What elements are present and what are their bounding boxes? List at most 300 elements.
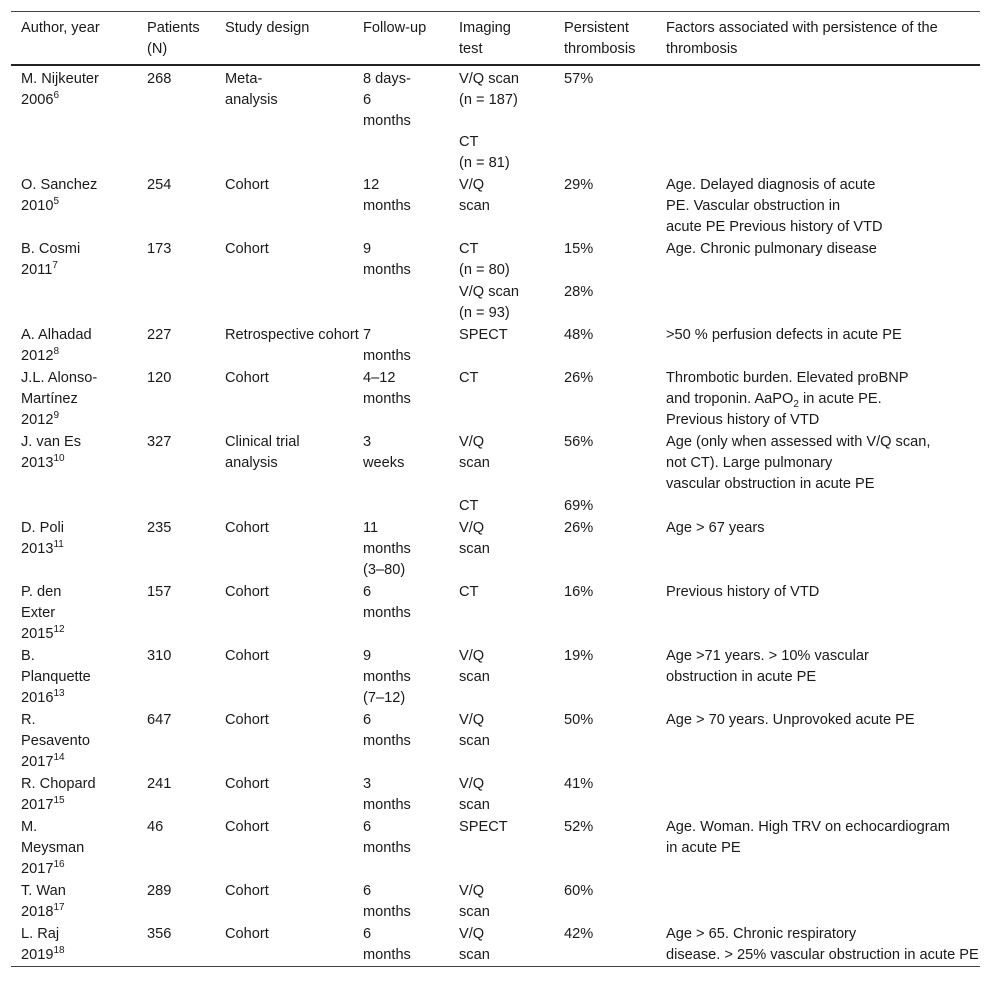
cell-line: Cohort xyxy=(225,177,269,193)
patients-cell xyxy=(137,132,215,174)
cell-line: 15% xyxy=(564,241,594,257)
factors-cell xyxy=(656,496,980,517)
cell-line: scan xyxy=(459,198,490,214)
imaging-test-cell xyxy=(449,432,554,495)
study-design-cell xyxy=(215,881,353,923)
cell-line: Exter xyxy=(21,605,56,621)
cell-line: obstruction in acute PE xyxy=(666,669,817,685)
header-line: Author, year xyxy=(21,20,100,36)
cell-line: not CT). Large pulmonary xyxy=(666,455,833,471)
cell-line: 16% xyxy=(564,584,594,600)
cell-line: R. Chopard xyxy=(21,776,96,792)
cell-line: 19% xyxy=(564,648,594,664)
header-line: thrombosis xyxy=(564,41,636,57)
cell-line: months xyxy=(363,198,411,214)
cell-line: and troponin. AaPO$_2$ in acute PE. xyxy=(666,391,882,410)
imaging-test-cell xyxy=(449,924,554,966)
reference-number: 6 xyxy=(53,90,60,102)
cell-line: analysis xyxy=(225,455,278,471)
cell-line: Cohort xyxy=(225,370,269,386)
cell-line: CT xyxy=(459,370,479,386)
cell-line: M. xyxy=(21,819,38,835)
reference-number: 13 xyxy=(53,688,65,700)
cell-line: 48% xyxy=(564,327,594,343)
study-design-cell xyxy=(215,924,353,966)
table-body xyxy=(11,66,980,966)
persistent-thrombosis-cell xyxy=(554,817,656,880)
factors-cell xyxy=(656,817,980,880)
cell-line: 46 xyxy=(147,819,164,835)
persistent-thrombosis-cell xyxy=(554,774,656,816)
follow-up-cell xyxy=(353,496,449,517)
cell-line: 50% xyxy=(564,712,594,728)
author-year-cell xyxy=(11,175,137,238)
patients-cell xyxy=(137,881,215,923)
cell-line: V/Q xyxy=(459,648,485,664)
persistent-thrombosis-cell xyxy=(554,881,656,923)
imaging-test-cell xyxy=(449,881,554,923)
cell-line: V/Q scan xyxy=(459,71,520,87)
table-row xyxy=(11,880,980,923)
author-year-cell xyxy=(11,325,137,367)
header-author-year xyxy=(11,18,137,64)
patients-cell xyxy=(137,774,215,816)
cell-line: 8 days- xyxy=(363,71,411,87)
cell-line: Thrombotic burden. Elevated proBNP xyxy=(666,370,909,386)
cell-line: 3 xyxy=(363,434,372,450)
cell-line: V/Q xyxy=(459,926,485,942)
cell-line: SPECT xyxy=(459,819,508,835)
cell-line: Previous history of VTD xyxy=(666,584,820,600)
study-design-cell xyxy=(215,518,353,581)
cell-line: 11 xyxy=(363,520,379,536)
cell-line: 52% xyxy=(564,819,594,835)
cell-line: Age. Chronic pulmonary disease xyxy=(666,241,877,257)
cell-line: 7 xyxy=(363,327,372,343)
patients-cell xyxy=(137,582,215,645)
study-design-cell xyxy=(215,582,353,645)
cell-line: Martínez xyxy=(21,391,78,407)
header-patients xyxy=(137,18,215,64)
patients-cell xyxy=(137,282,215,324)
cell-line: Cohort xyxy=(225,776,269,792)
patients-cell xyxy=(137,325,215,367)
cell-line: vascular obstruction in acute PE xyxy=(666,476,875,492)
cell-line: scan xyxy=(459,904,490,920)
follow-up-cell xyxy=(353,817,449,880)
cell-line: 268 xyxy=(147,71,172,87)
cell-line: Cohort xyxy=(225,584,269,600)
cell-line: disease. > 25% vascular obstruction in acute PE xyxy=(666,947,979,963)
study-design-cell xyxy=(215,432,353,495)
cell-line: R. xyxy=(21,712,36,728)
follow-up-cell xyxy=(353,368,449,431)
year-line: 2013$^{10}$ xyxy=(21,453,65,471)
cell-line: Meysman xyxy=(21,840,85,856)
cell-line: T. Wan xyxy=(21,883,66,899)
year-line: 2006$^6$ xyxy=(21,90,60,108)
cell-line: (n = 187) xyxy=(459,92,518,108)
year-line: 2018$^{17}$ xyxy=(21,902,65,920)
factors-cell xyxy=(656,368,980,431)
cell-line: A. Alhadad xyxy=(21,327,92,343)
imaging-test-cell xyxy=(449,175,554,238)
reference-number: 17 xyxy=(53,902,65,914)
factors-cell xyxy=(656,432,980,495)
reference-number: 11 xyxy=(53,539,64,551)
subscript: 2 xyxy=(793,398,799,410)
header-line: Follow-up xyxy=(363,20,427,36)
cell-line: months xyxy=(363,262,411,278)
table-row xyxy=(11,645,980,709)
cell-line: 310 xyxy=(147,648,172,664)
study-design-cell xyxy=(215,132,353,174)
cell-line: Cohort xyxy=(225,712,269,728)
cell-line: 289 xyxy=(147,883,172,899)
cell-line: months xyxy=(363,840,411,856)
factors-cell xyxy=(656,710,980,773)
header-line: thrombosis xyxy=(666,41,738,57)
cell-line: P. den xyxy=(21,584,62,600)
table-row xyxy=(11,923,980,966)
table-row xyxy=(11,174,980,238)
cell-line: Planquette xyxy=(21,669,91,685)
cell-line: Age > 70 years. Unprovoked acute PE xyxy=(666,712,915,728)
cell-line: (7–12) xyxy=(363,690,406,706)
cell-line: B. xyxy=(21,648,35,664)
imaging-test-cell xyxy=(449,368,554,431)
factors-cell xyxy=(656,239,980,281)
follow-up-cell xyxy=(353,881,449,923)
cell-line: months xyxy=(363,797,411,813)
patients-cell xyxy=(137,432,215,495)
table-row xyxy=(11,238,980,281)
cell-line: 356 xyxy=(147,926,172,942)
cell-line: months xyxy=(363,391,411,407)
author-year-cell xyxy=(11,646,137,709)
persistent-thrombosis-cell xyxy=(554,175,656,238)
study-design-cell xyxy=(215,817,353,880)
patients-cell xyxy=(137,496,215,517)
cell-line: D. Poli xyxy=(21,520,64,536)
reference-number: 10 xyxy=(53,453,65,465)
follow-up-cell xyxy=(353,175,449,238)
patients-cell xyxy=(137,924,215,966)
cell-line: CT xyxy=(459,498,479,514)
persistent-thrombosis-cell xyxy=(554,710,656,773)
cell-line: Age > 65. Chronic respiratory xyxy=(666,926,857,942)
factors-cell xyxy=(656,175,980,238)
cell-line: weeks xyxy=(363,455,405,471)
cell-line: V/Q xyxy=(459,883,485,899)
patients-cell xyxy=(137,518,215,581)
study-design-cell xyxy=(215,239,353,281)
header-follow-up xyxy=(353,18,449,64)
table-row xyxy=(11,773,980,816)
author-year-cell xyxy=(11,881,137,923)
cell-line: 327 xyxy=(147,434,172,450)
cell-line: J.L. Alonso- xyxy=(21,370,98,386)
reference-number: 12 xyxy=(53,624,65,636)
table-row xyxy=(11,581,980,645)
cell-line: 157 xyxy=(147,584,172,600)
cell-line: 9 xyxy=(363,241,372,257)
header-line: Study design xyxy=(225,20,310,36)
cell-line: 26% xyxy=(564,370,594,386)
cell-line: Cohort xyxy=(225,926,269,942)
follow-up-cell xyxy=(353,710,449,773)
follow-up-cell xyxy=(353,325,449,367)
factors-cell xyxy=(656,582,980,645)
cell-line: months xyxy=(363,947,411,963)
cell-line: months xyxy=(363,113,411,129)
cell-line: 42% xyxy=(564,926,594,942)
patients-cell xyxy=(137,817,215,880)
imaging-test-cell xyxy=(449,817,554,880)
cell-line: scan xyxy=(459,541,490,557)
year-line: 2019$^{18}$ xyxy=(21,945,65,963)
header-line: Factors associated with persistence of the xyxy=(666,20,938,36)
cell-line: 60% xyxy=(564,883,594,899)
imaging-test-cell xyxy=(449,282,554,324)
year-line: 2015$^{12}$ xyxy=(21,624,65,642)
year-line: 2017$^{15}$ xyxy=(21,795,65,813)
reference-number: 9 xyxy=(53,410,60,422)
year-line: 2016$^{13}$ xyxy=(21,688,65,706)
reference-number: 14 xyxy=(53,752,65,764)
cell-line: 69% xyxy=(564,498,594,514)
patients-cell xyxy=(137,239,215,281)
patients-cell xyxy=(137,710,215,773)
cell-line: Age (only when assessed with V/Q scan, xyxy=(666,434,931,450)
table-row xyxy=(11,431,980,495)
imaging-test-cell xyxy=(449,239,554,281)
factors-cell xyxy=(656,282,980,324)
year-line: 2010$^5$ xyxy=(21,196,60,214)
persistent-thrombosis-cell xyxy=(554,282,656,324)
table-header-row xyxy=(11,12,980,64)
table-row-continuation xyxy=(11,132,980,174)
imaging-test-cell xyxy=(449,710,554,773)
cell-line: V/Q xyxy=(459,712,485,728)
author-year-cell xyxy=(11,239,137,281)
cell-line: 56% xyxy=(564,434,594,450)
imaging-test-cell xyxy=(449,646,554,709)
author-year-cell xyxy=(11,774,137,816)
cell-line: months xyxy=(363,669,411,685)
cell-line: Cohort xyxy=(225,520,269,536)
cell-line: months xyxy=(363,904,411,920)
imaging-test-cell xyxy=(449,518,554,581)
persistent-thrombosis-cell xyxy=(554,518,656,581)
author-year-cell xyxy=(11,132,137,174)
header-line: Imaging xyxy=(459,20,511,36)
cell-line: 41% xyxy=(564,776,594,792)
cell-line: 647 xyxy=(147,712,172,728)
persistent-thrombosis-cell xyxy=(554,582,656,645)
cell-line: acute PE Previous history of VTD xyxy=(666,219,883,235)
factors-cell xyxy=(656,646,980,709)
study-design-cell xyxy=(215,368,353,431)
table-row-continuation xyxy=(11,495,980,517)
follow-up-cell xyxy=(353,132,449,174)
study-design-cell xyxy=(215,325,359,367)
cell-line: (n = 81) xyxy=(459,155,510,171)
year-line: 2012$^8$ xyxy=(21,346,60,364)
patients-cell xyxy=(137,368,215,431)
cell-line: (n = 93) xyxy=(459,305,510,321)
cell-line: V/Q xyxy=(459,434,485,450)
year-line: 2013$^{11}$ xyxy=(21,539,64,557)
patients-cell xyxy=(137,646,215,709)
factors-cell xyxy=(656,132,980,174)
cell-line: CT xyxy=(459,584,479,600)
cell-line: 6 xyxy=(363,819,372,835)
header-line: Persistent xyxy=(564,20,629,36)
cell-line: V/Q xyxy=(459,520,485,536)
header-study-design xyxy=(215,18,353,64)
author-year-cell xyxy=(11,368,137,431)
study-design-cell xyxy=(215,69,353,132)
year-line: 2017$^{16}$ xyxy=(21,859,65,877)
study-design-cell xyxy=(215,496,353,517)
cell-line: scan xyxy=(459,733,490,749)
cell-line: J. van Es xyxy=(21,434,82,450)
table-row xyxy=(11,66,980,132)
cell-line: 9 xyxy=(363,648,372,664)
factors-cell xyxy=(656,881,980,923)
follow-up-cell xyxy=(353,239,449,281)
cell-line: months xyxy=(363,541,411,557)
table-row xyxy=(11,324,980,367)
persistent-thrombosis-cell xyxy=(554,69,656,132)
author-year-cell xyxy=(11,817,137,880)
follow-up-cell xyxy=(353,69,449,132)
reference-number: 7 xyxy=(52,260,58,272)
author-year-cell xyxy=(11,432,137,495)
follow-up-cell xyxy=(353,432,449,495)
cell-line: V/Q scan xyxy=(459,284,520,300)
cell-line: SPECT xyxy=(459,327,508,343)
cell-line: Age. Woman. High TRV on echocardiogram xyxy=(666,819,950,835)
cell-line: Cohort xyxy=(225,883,269,899)
persistent-thrombosis-cell xyxy=(554,368,656,431)
reference-number: 15 xyxy=(53,795,65,807)
cell-line: Retrospective cohort xyxy=(225,327,359,343)
cell-line: 4–12 xyxy=(363,370,396,386)
reference-number: 18 xyxy=(53,945,65,957)
factors-cell xyxy=(656,69,980,132)
study-design-cell xyxy=(215,710,353,773)
cell-line: 173 xyxy=(147,241,172,257)
follow-up-cell xyxy=(353,282,449,324)
cell-line: 254 xyxy=(147,177,172,193)
cell-line: B. Cosmi xyxy=(21,241,81,257)
persistent-thrombosis-cell xyxy=(554,432,656,495)
cell-line: months xyxy=(363,605,411,621)
cell-line: 120 xyxy=(147,370,172,386)
header-imaging-test xyxy=(449,18,554,64)
table-row xyxy=(11,367,980,431)
table-row xyxy=(11,816,980,880)
cell-line: L. Raj xyxy=(21,926,60,942)
cell-line: months xyxy=(363,733,411,749)
persistent-thrombosis-cell xyxy=(554,646,656,709)
study-design-cell xyxy=(215,774,353,816)
factors-cell xyxy=(656,774,980,816)
cell-line: Cohort xyxy=(225,819,269,835)
header-line: (N) xyxy=(147,41,168,57)
study-design-cell xyxy=(215,282,353,324)
cell-line: 3 xyxy=(363,776,372,792)
factors-cell xyxy=(656,518,980,581)
cell-line: 6 xyxy=(363,584,372,600)
author-year-cell xyxy=(11,582,137,645)
cell-line: scan xyxy=(459,947,490,963)
persistent-thrombosis-cell xyxy=(554,924,656,966)
table-row xyxy=(11,709,980,773)
reference-number: 5 xyxy=(53,196,60,208)
cell-line: PE. Vascular obstruction in xyxy=(666,198,841,214)
cell-line: Cohort xyxy=(225,241,269,257)
cell-line: Age > 67 years xyxy=(666,520,765,536)
cell-line: 57% xyxy=(564,71,594,87)
cell-line: Clinical trial xyxy=(225,434,300,450)
persistent-thrombosis-cell xyxy=(554,325,656,367)
persistent-thrombosis-cell xyxy=(554,132,656,174)
cell-line: 241 xyxy=(147,776,172,792)
cell-line: V/Q xyxy=(459,776,485,792)
cell-line: CT xyxy=(459,241,479,257)
author-year-cell xyxy=(11,518,137,581)
cell-line: 6 xyxy=(363,712,372,728)
header-persistent-thrombosis xyxy=(554,18,656,64)
author-year-cell xyxy=(11,924,137,966)
imaging-test-cell xyxy=(449,132,554,174)
reference-number: 16 xyxy=(53,859,65,871)
cell-line: Age. Delayed diagnosis of acute xyxy=(666,177,876,193)
cell-line: O. Sanchez xyxy=(21,177,98,193)
imaging-test-cell xyxy=(449,69,554,132)
patients-cell xyxy=(137,175,215,238)
header-factors xyxy=(656,18,980,64)
cell-line: 6 xyxy=(363,926,372,942)
cell-line: Meta- xyxy=(225,71,263,87)
cell-line: 227 xyxy=(147,327,172,343)
cell-line: 12 xyxy=(363,177,380,193)
author-year-cell xyxy=(11,69,137,132)
author-year-cell xyxy=(11,282,137,324)
cell-line: Age >71 years. > 10% vascular xyxy=(666,648,869,664)
cell-line: 26% xyxy=(564,520,594,536)
cell-line: 29% xyxy=(564,177,594,193)
persistent-thrombosis-table xyxy=(11,11,980,967)
cell-line: CT xyxy=(459,134,479,150)
follow-up-cell xyxy=(353,924,449,966)
cell-line: scan xyxy=(459,669,490,685)
cell-line: analysis xyxy=(225,92,278,108)
cell-line: (3–80) xyxy=(363,562,406,578)
year-line: 2011$^7$ xyxy=(21,260,58,278)
cell-line: in acute PE xyxy=(666,840,741,856)
study-design-cell xyxy=(215,175,353,238)
patients-cell xyxy=(137,69,215,132)
imaging-test-cell xyxy=(449,496,554,517)
imaging-test-cell xyxy=(449,774,554,816)
header-line: test xyxy=(459,41,483,57)
table-bottom-rule xyxy=(11,966,980,967)
persistent-thrombosis-cell xyxy=(554,239,656,281)
